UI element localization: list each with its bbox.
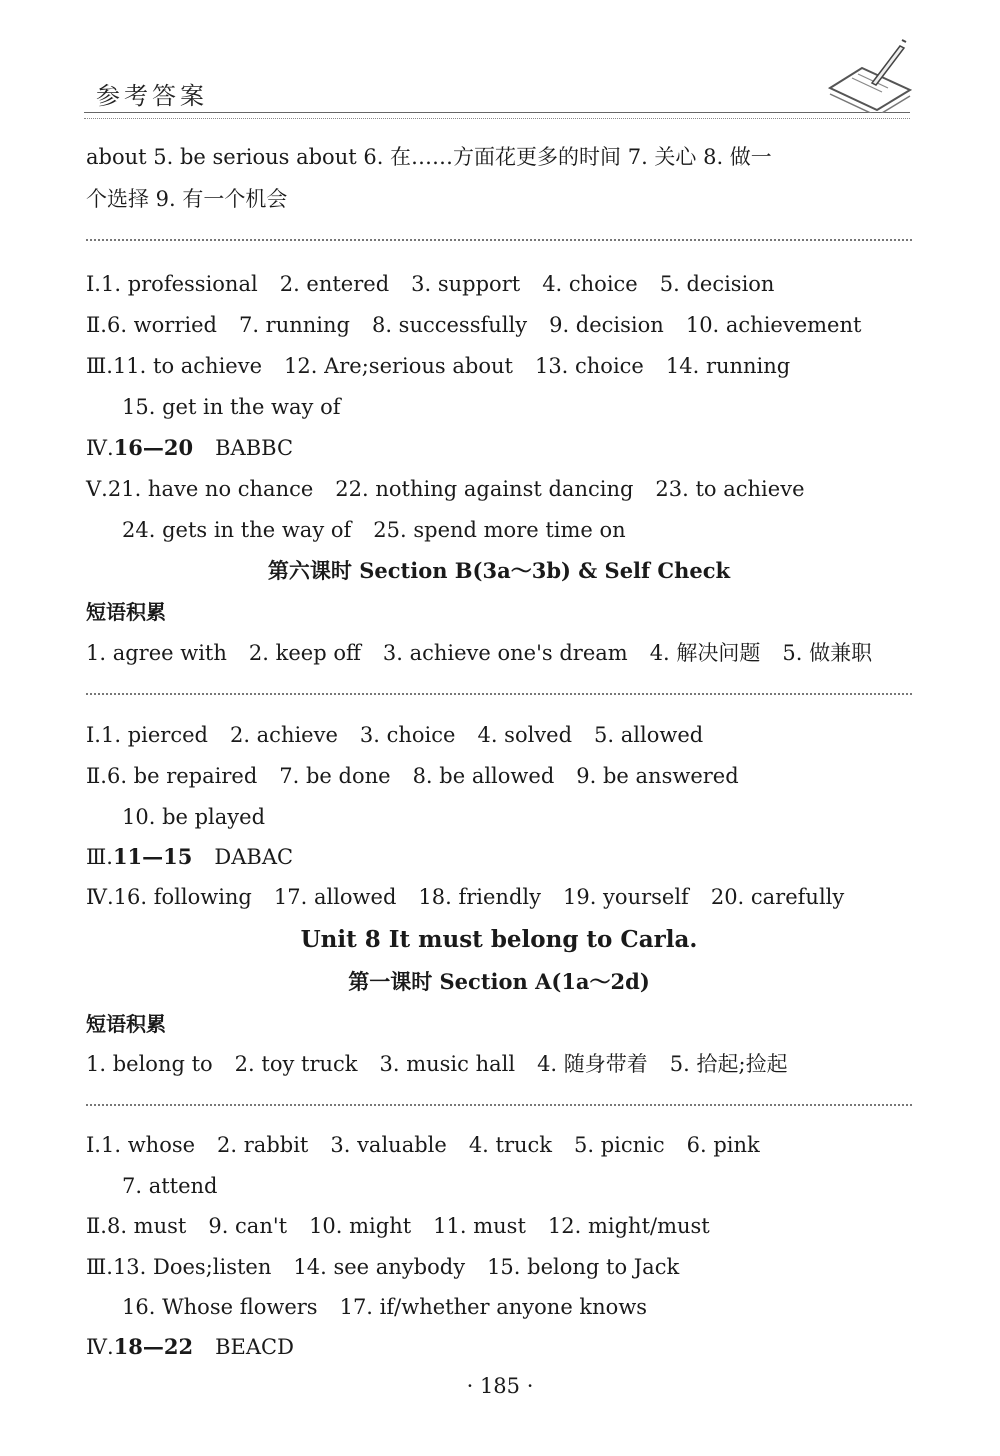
answer: BABBC xyxy=(215,436,294,460)
roman-label: Ⅳ. xyxy=(86,885,114,909)
page-number: · 185 · xyxy=(466,1374,534,1398)
answer-row-4 xyxy=(86,434,293,462)
lesson-heading: 第六课时 Section B(3a～3b) & Self Check xyxy=(267,558,731,583)
answer: 8. must xyxy=(106,1214,187,1238)
phrases-label: 短语积累 xyxy=(86,1012,166,1036)
answer: 3. choice xyxy=(359,723,456,747)
answer: 8. successfully xyxy=(371,313,528,337)
answer: 4. truck xyxy=(468,1133,553,1157)
answer: 10. be played xyxy=(122,805,266,829)
answer-row-1 xyxy=(86,270,774,298)
answer: 22. nothing against dancing xyxy=(335,477,634,501)
header-rule-dotted xyxy=(84,118,910,119)
dotted-divider xyxy=(86,1104,912,1106)
answer-row-3b xyxy=(122,393,341,421)
answer-row-2 xyxy=(86,1212,710,1240)
notebook-pen-icon xyxy=(822,38,917,113)
answer: 4. solved xyxy=(477,723,573,747)
phrase: 2. keep off xyxy=(248,641,361,665)
answer: 19. yourself xyxy=(562,885,689,909)
answer-row-5b xyxy=(122,516,626,544)
header-title: 参考答案 xyxy=(96,82,208,110)
roman-label: Ⅴ. xyxy=(86,477,108,501)
roman-label: Ⅲ. xyxy=(86,845,113,869)
roman-label: Ⅰ. xyxy=(86,723,101,747)
answer: 23. to achieve xyxy=(655,477,805,501)
continuation-line-1: about 5. be serious about 6. 在……方面花更多的时间 7. 关心 8. 做一 xyxy=(86,145,772,169)
answer: 16. Whose flowers xyxy=(122,1295,318,1319)
answer: 6. worried xyxy=(106,313,217,337)
answer: 7. running xyxy=(238,313,350,337)
phrase: 3. achieve one's dream xyxy=(382,641,628,665)
answer: 2. rabbit xyxy=(217,1133,309,1157)
roman-label: Ⅲ. xyxy=(86,1255,113,1279)
answer: 3. support xyxy=(411,272,521,296)
phrases-row xyxy=(86,1050,788,1078)
answer: 13. Does;listen xyxy=(112,1255,272,1279)
answer: 4. choice xyxy=(542,272,638,296)
phrase: 5. 做兼职 xyxy=(782,641,873,665)
answer: 11. to achieve xyxy=(112,354,263,378)
answer: BEACD xyxy=(215,1335,294,1359)
answer-row-2b xyxy=(122,803,265,831)
answer: 14. running xyxy=(665,354,791,378)
answer: 14. see anybody xyxy=(293,1255,466,1279)
phrase: 5. 拾起;捡起 xyxy=(669,1052,788,1076)
phrases-row xyxy=(86,639,872,667)
answer-row-2 xyxy=(86,311,861,339)
answer: 9. be answered xyxy=(576,764,739,788)
lesson-heading: 第一课时 Section A(1a～2d) xyxy=(348,969,650,994)
answer: 6. pink xyxy=(686,1133,760,1157)
roman-label: Ⅲ. xyxy=(86,354,113,378)
phrase: 4. 解决问题 xyxy=(649,641,761,665)
answer: 16. following xyxy=(113,885,252,909)
unit-title: Unit 8 It must belong to Carla. xyxy=(300,926,698,953)
answer: 2. achieve xyxy=(229,723,338,747)
dotted-divider xyxy=(86,693,912,695)
phrase: 4. 随身带着 xyxy=(537,1052,648,1076)
answer: 1. professional xyxy=(100,272,258,296)
phrase: 1. belong to xyxy=(86,1052,213,1076)
dotted-divider xyxy=(86,239,912,241)
phrase: 1. agree with xyxy=(86,641,227,665)
header-rule xyxy=(84,112,910,113)
answer-row-2 xyxy=(86,762,739,790)
answer-row-5 xyxy=(86,475,805,503)
answer: 5. decision xyxy=(659,272,775,296)
phrase: 3. music hall xyxy=(379,1052,516,1076)
answer: 12. Are;serious about xyxy=(284,354,513,378)
answer-row-4 xyxy=(86,883,844,911)
answer: 15. get in the way of xyxy=(122,395,341,419)
roman-label: Ⅱ. xyxy=(86,313,107,337)
roman-label: Ⅱ. xyxy=(86,764,107,788)
phrases-label: 短语积累 xyxy=(86,600,166,624)
roman-label: Ⅰ. xyxy=(86,1133,101,1157)
answer: 18. friendly xyxy=(418,885,541,909)
answer-range: 16—20 xyxy=(113,435,194,460)
answer-row-4 xyxy=(86,1333,294,1361)
answer-row-1 xyxy=(86,1131,760,1159)
answer-row-1b xyxy=(122,1172,218,1200)
roman-label: Ⅱ. xyxy=(86,1214,107,1238)
answer: 3. valuable xyxy=(330,1133,447,1157)
answer: 20. carefully xyxy=(710,885,845,909)
answer: 1. whose xyxy=(100,1133,196,1157)
roman-label: Ⅳ. xyxy=(86,1335,114,1359)
continuation-line-2: 个选择 9. 有一个机会 xyxy=(86,187,288,211)
answer-row-3 xyxy=(86,352,790,380)
answer: 15. belong to Jack xyxy=(487,1255,680,1279)
answer: 13. choice xyxy=(534,354,644,378)
answer-row-3 xyxy=(86,1253,679,1281)
answer: 11. must xyxy=(433,1214,526,1238)
answer: 21. have no chance xyxy=(107,477,314,501)
answer: 1. pierced xyxy=(100,723,208,747)
answer-range: 18—22 xyxy=(113,1334,194,1359)
answer: 7. be done xyxy=(279,764,391,788)
roman-label: Ⅳ. xyxy=(86,436,114,460)
answer: 6. be repaired xyxy=(106,764,258,788)
answer: 24. gets in the way of xyxy=(122,518,352,542)
answer: 12. might/must xyxy=(547,1214,710,1238)
answer: 5. allowed xyxy=(594,723,704,747)
answer: 2. entered xyxy=(279,272,390,296)
answer: 17. allowed xyxy=(273,885,397,909)
answer-row-3 xyxy=(86,843,293,871)
answer: 10. achievement xyxy=(685,313,862,337)
answer-range: 11—15 xyxy=(112,844,193,869)
answer: 17. if/whether anyone knows xyxy=(339,1295,648,1319)
phrase: 2. toy truck xyxy=(234,1052,358,1076)
answer: DABAC xyxy=(214,845,294,869)
answer: 10. might xyxy=(309,1214,412,1238)
answer: 8. be allowed xyxy=(412,764,555,788)
roman-label: Ⅰ. xyxy=(86,272,101,296)
answer-row-1 xyxy=(86,721,703,749)
answer: 9. can't xyxy=(208,1214,288,1238)
answer: 25. spend more time on xyxy=(373,518,626,542)
answer: 5. picnic xyxy=(574,1133,665,1157)
answer: 7. attend xyxy=(122,1174,218,1198)
answer: 9. decision xyxy=(549,313,664,337)
answer-row-3b xyxy=(122,1293,647,1321)
